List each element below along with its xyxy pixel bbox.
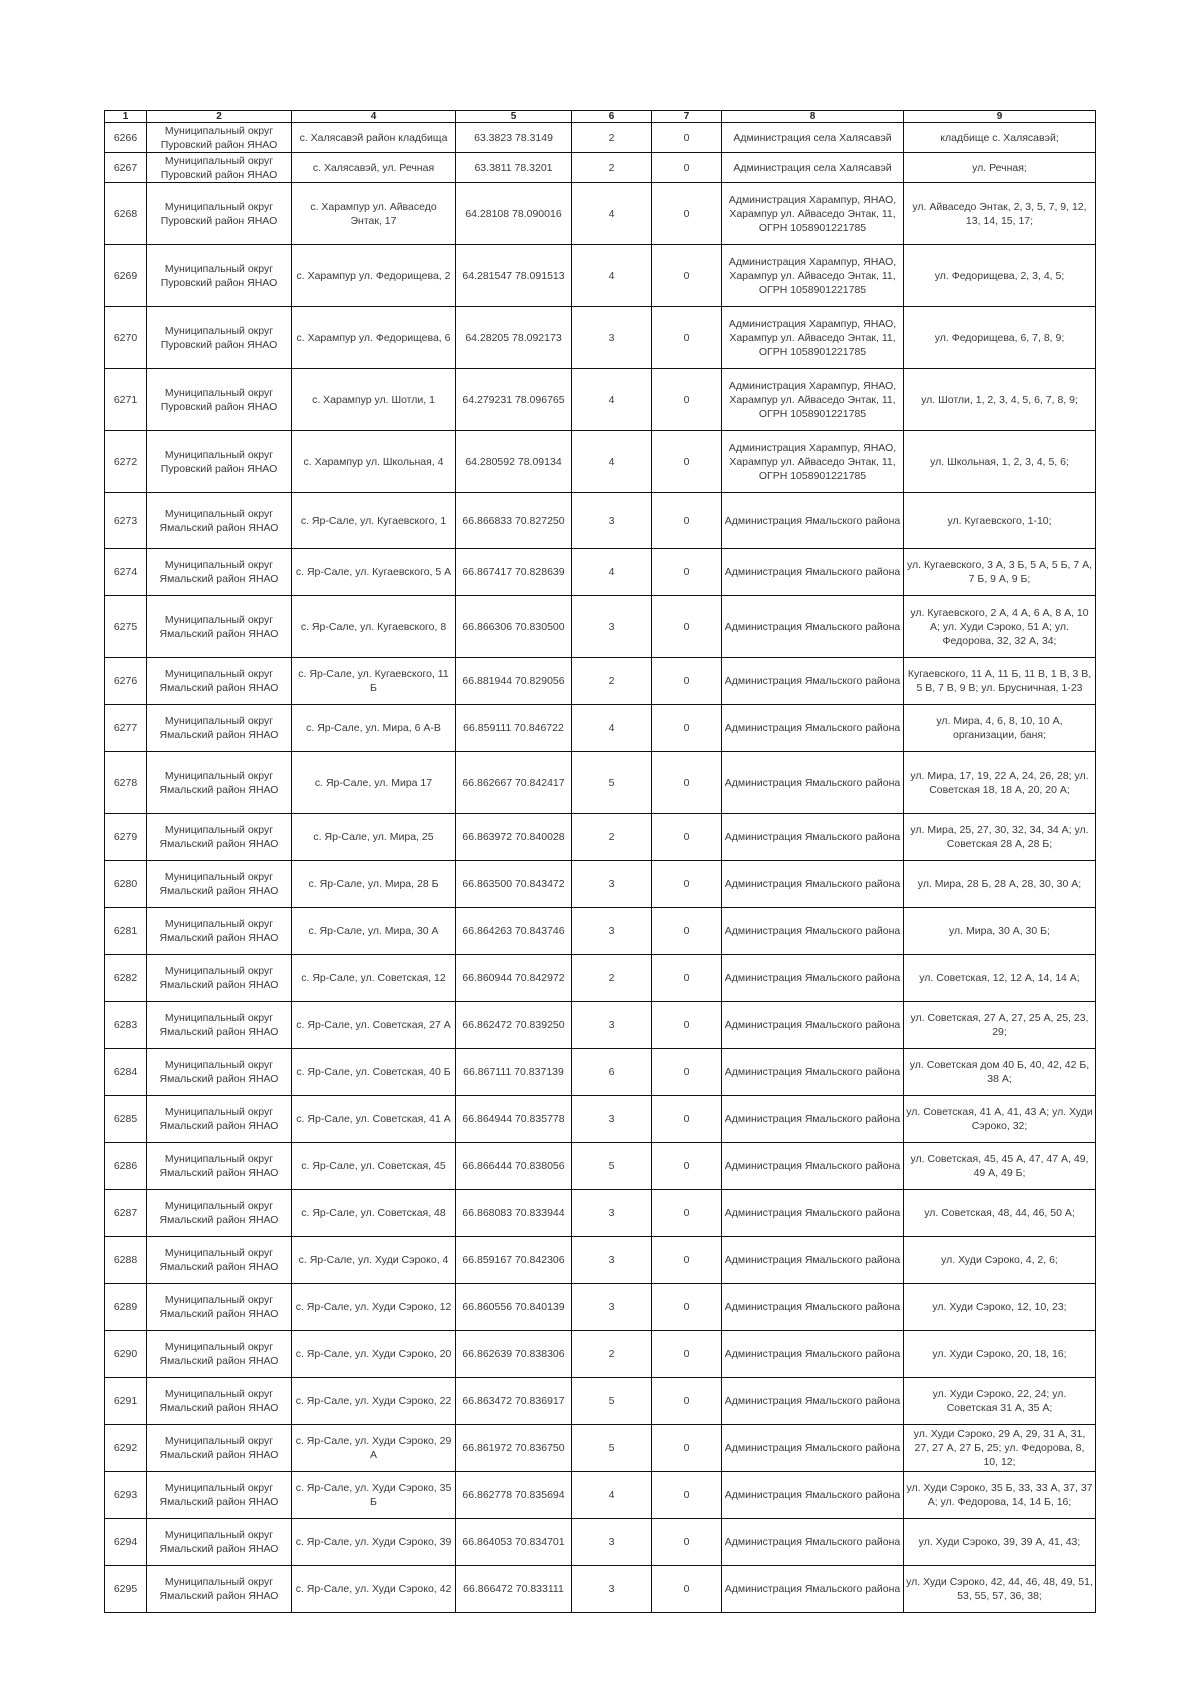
coordinates-cell: 64.279231 78.096765 [456,369,572,431]
col7-value: 0 [652,1143,722,1190]
owner-cell: Администрация Ямальского района [722,1049,904,1096]
col7-value: 0 [652,596,722,658]
coordinates-cell: 63.3811 78.3201 [456,153,572,183]
col7-value: 0 [652,908,722,955]
address-cell: с. Яр-Сале, ул. Советская, 41 А [292,1096,456,1143]
coordinates-cell: 66.862472 70.839250 [456,1002,572,1049]
owner-cell: Администрация Ямальского района [722,658,904,705]
coordinates-cell: 66.863500 70.843472 [456,861,572,908]
coordinates-cell: 66.866472 70.833111 [456,1566,572,1613]
address-cell: с. Яр-Сале, ул. Кугаевского, 5 А [292,549,456,596]
served-addresses-cell: ул. Мира, 4, 6, 8, 10, 10 А, организации, баня; [904,705,1096,752]
address-cell: с. Яр-Сале, ул. Худи Сэроко, 4 [292,1237,456,1284]
district-cell: Муниципальный округ Ямальский район ЯНАО [147,549,292,596]
owner-cell: Администрация села Халясавэй [722,153,904,183]
district-cell: Муниципальный округ Ямальский район ЯНАО [147,1237,292,1284]
col7-value: 0 [652,1190,722,1237]
district-cell: Муниципальный округ Ямальский район ЯНАО [147,955,292,1002]
col6-value: 4 [572,183,652,245]
address-cell: с. Харампур ул. Айваседо Энтак, 17 [292,183,456,245]
table-row [105,861,1096,908]
col-header-6: 6 [572,111,652,123]
col6-value: 2 [572,1331,652,1378]
served-addresses-cell: ул. Советская, 48, 44, 46, 50 А; [904,1190,1096,1237]
owner-cell: Администрация Ямальского района [722,1002,904,1049]
address-cell: с. Яр-Сале, ул. Худи Сэроко, 22 [292,1378,456,1425]
coordinates-cell: 63.3823 78.3149 [456,123,572,153]
served-addresses-cell: ул. Советская, 12, 12 А, 14, 14 А; [904,955,1096,1002]
address-cell: с. Яр-Сале, ул. Советская, 12 [292,955,456,1002]
address-cell: с. Яр-Сале, ул. Мира, 25 [292,814,456,861]
address-cell: с. Яр-Сале, ул. Мира, 6 А-В [292,705,456,752]
served-addresses-cell: ул. Речная; [904,153,1096,183]
col7-value: 0 [652,861,722,908]
row-number: 6273 [105,493,147,549]
coordinates-cell: 66.881944 70.829056 [456,658,572,705]
col7-value: 0 [652,955,722,1002]
district-cell: Муниципальный округ Ямальский район ЯНАО [147,1002,292,1049]
coordinates-cell: 66.866444 70.838056 [456,1143,572,1190]
owner-cell: Администрация Ямальского района [722,1143,904,1190]
served-addresses-cell: ул. Худи Сэроко, 20, 18, 16; [904,1331,1096,1378]
coordinates-cell: 66.866833 70.827250 [456,493,572,549]
address-cell: с. Яр-Сале, ул. Худи Сэроко, 42 [292,1566,456,1613]
col6-value: 4 [572,369,652,431]
address-cell: с. Яр-Сале, ул. Худи Сэроко, 29 А [292,1425,456,1472]
col6-value: 3 [572,861,652,908]
owner-cell: Администрация Ямальского района [722,752,904,814]
row-number: 6285 [105,1096,147,1143]
table-row [105,493,1096,549]
district-cell: Муниципальный округ Пуровский район ЯНАО [147,431,292,493]
row-number: 6282 [105,955,147,1002]
col6-value: 4 [572,245,652,307]
served-addresses-cell: ул. Айваседо Энтак, 2, 3, 5, 7, 9, 12, 13, 14, 15, 17; [904,183,1096,245]
owner-cell: Администрация Харампур, ЯНАО, Харампур ул. Айваседо Энтак, 11, ОГРН 1058901221785 [722,431,904,493]
owner-cell: Администрация Харампур, ЯНАО, Харампур ул. Айваседо Энтак, 11, ОГРН 1058901221785 [722,245,904,307]
coordinates-cell: 66.867417 70.828639 [456,549,572,596]
address-cell: с. Яр-Сале, ул. Худи Сэроко, 20 [292,1331,456,1378]
served-addresses-cell: ул. Худи Сэроко, 12, 10, 23; [904,1284,1096,1331]
col-header-2: 2 [147,111,292,123]
served-addresses-cell: ул. Советская, 41 А, 41, 43 А; ул. Худи Сэроко, 32; [904,1096,1096,1143]
table-row [105,1190,1096,1237]
row-number: 6294 [105,1519,147,1566]
coordinates-cell: 66.863972 70.840028 [456,814,572,861]
coordinates-cell: 66.863472 70.836917 [456,1378,572,1425]
table-row [105,1519,1096,1566]
district-cell: Муниципальный округ Ямальский район ЯНАО [147,1472,292,1519]
col6-value: 3 [572,908,652,955]
col7-value: 0 [652,1519,722,1566]
address-cell: с. Харампур ул. Шотли, 1 [292,369,456,431]
col6-value: 5 [572,1378,652,1425]
district-cell: Муниципальный округ Пуровский район ЯНАО [147,153,292,183]
district-cell: Муниципальный округ Ямальский район ЯНАО [147,1049,292,1096]
row-number: 6277 [105,705,147,752]
row-number: 6267 [105,153,147,183]
district-cell: Муниципальный округ Ямальский район ЯНАО [147,705,292,752]
owner-cell: Администрация Ямальского района [722,1378,904,1425]
col7-value: 0 [652,814,722,861]
col6-value: 5 [572,1143,652,1190]
coordinates-cell: 64.28205 78.092173 [456,307,572,369]
table-row [105,1002,1096,1049]
table-row [105,1566,1096,1613]
coordinates-cell: 64.280592 78.09134 [456,431,572,493]
served-addresses-cell: ул. Мира, 28 Б, 28 А, 28, 30, 30 А; [904,861,1096,908]
table-row [105,1237,1096,1284]
address-cell: с. Яр-Сале, ул. Советская, 48 [292,1190,456,1237]
col6-value: 3 [572,1190,652,1237]
coordinates-cell: 66.862778 70.835694 [456,1472,572,1519]
address-cell: с. Харампур ул. Школьная, 4 [292,431,456,493]
district-cell: Муниципальный округ Пуровский район ЯНАО [147,245,292,307]
coordinates-cell: 66.860944 70.842972 [456,955,572,1002]
table-row [105,123,1096,153]
col7-value: 0 [652,1284,722,1331]
col6-value: 4 [572,1472,652,1519]
address-cell: с. Яр-Сале, ул. Советская, 27 А [292,1002,456,1049]
col6-value: 3 [572,1237,652,1284]
row-number: 6274 [105,549,147,596]
col7-value: 0 [652,1096,722,1143]
table-row [105,1096,1096,1143]
row-number: 6286 [105,1143,147,1190]
coordinates-cell: 66.866306 70.830500 [456,596,572,658]
col-header-8: 8 [722,111,904,123]
address-cell: с. Яр-Сале, ул. Худи Сэроко, 35 Б [292,1472,456,1519]
district-cell: Муниципальный округ Ямальский район ЯНАО [147,908,292,955]
owner-cell: Администрация Ямальского района [722,814,904,861]
table-row [105,658,1096,705]
coordinates-cell: 66.860556 70.840139 [456,1284,572,1331]
col6-value: 3 [572,1002,652,1049]
col-header-7: 7 [652,111,722,123]
owner-cell: Администрация Ямальского района [722,549,904,596]
col6-value: 3 [572,596,652,658]
coordinates-cell: 66.867111 70.837139 [456,1049,572,1096]
served-addresses-cell: ул. Советская, 45, 45 А, 47, 47 А, 49, 49 А, 49 Б; [904,1143,1096,1190]
address-cell: с. Яр-Сале, ул. Худи Сэроко, 12 [292,1284,456,1331]
served-addresses-cell: ул. Кугаевского, 2 А, 4 А, 6 А, 8 А, 10 А; ул. Худи Сэроко, 51 А; ул. Федорова, 32, 32 А, 34; [904,596,1096,658]
owner-cell: Администрация Ямальского района [722,705,904,752]
table-row [105,752,1096,814]
served-addresses-cell: ул. Мира, 30 А, 30 Б; [904,908,1096,955]
served-addresses-cell: ул. Школьная, 1, 2, 3, 4, 5, 6; [904,431,1096,493]
table-row [105,1284,1096,1331]
col6-value: 3 [572,1519,652,1566]
district-cell: Муниципальный округ Ямальский район ЯНАО [147,1378,292,1425]
address-cell: с. Яр-Сале, ул. Кугаевского, 11 Б [292,658,456,705]
col7-value: 0 [652,493,722,549]
district-cell: Муниципальный округ Пуровский район ЯНАО [147,123,292,153]
row-number: 6276 [105,658,147,705]
owner-cell: Администрация Ямальского района [722,596,904,658]
district-cell: Муниципальный округ Пуровский район ЯНАО [147,307,292,369]
served-addresses-cell: ул. Худи Сэроко, 35 Б, 33, 33 А, 37, 37 А; ул. Федорова, 14, 14 Б, 16; [904,1472,1096,1519]
address-cell: с. Харампур ул. Федорищева, 6 [292,307,456,369]
row-number: 6268 [105,183,147,245]
served-addresses-cell: ул. Советская, 27 А, 27, 25 А, 25, 23, 29; [904,1002,1096,1049]
coordinates-cell: 66.859167 70.842306 [456,1237,572,1284]
coordinates-cell: 66.862639 70.838306 [456,1331,572,1378]
district-cell: Муниципальный округ Ямальский район ЯНАО [147,1143,292,1190]
owner-cell: Администрация Ямальского района [722,493,904,549]
table-body [105,123,1096,1613]
col6-value: 4 [572,705,652,752]
owner-cell: Администрация Ямальского района [722,1096,904,1143]
row-number: 6283 [105,1002,147,1049]
served-addresses-cell: ул. Федорищева, 2, 3, 4, 5; [904,245,1096,307]
table-row [105,1378,1096,1425]
col6-value: 5 [572,752,652,814]
col6-value: 4 [572,549,652,596]
table-row [105,1472,1096,1519]
owner-cell: Администрация Ямальского района [722,1237,904,1284]
district-cell: Муниципальный округ Ямальский район ЯНАО [147,493,292,549]
row-number: 6288 [105,1237,147,1284]
registry-table [104,110,1096,1613]
owner-cell: Администрация Ямальского района [722,1566,904,1613]
col6-value: 2 [572,814,652,861]
col7-value: 0 [652,658,722,705]
served-addresses-cell: ул. Худи Сэроко, 22, 24; ул. Советская 31 А, 35 А; [904,1378,1096,1425]
address-cell: с. Яр-Сале, ул. Кугаевского, 8 [292,596,456,658]
col7-value: 0 [652,705,722,752]
table-row [105,549,1096,596]
coordinates-cell: 66.864053 70.834701 [456,1519,572,1566]
coordinates-cell: 66.859111 70.846722 [456,705,572,752]
col7-value: 0 [652,1002,722,1049]
address-cell: с. Халясавэй, ул. Речная [292,153,456,183]
served-addresses-cell: кладбище с. Халясавэй; [904,123,1096,153]
owner-cell: Администрация Ямальского района [722,1331,904,1378]
district-cell: Муниципальный округ Ямальский район ЯНАО [147,1566,292,1613]
col7-value: 0 [652,183,722,245]
district-cell: Муниципальный округ Ямальский район ЯНАО [147,1284,292,1331]
table-row [105,705,1096,752]
table-row [105,153,1096,183]
district-cell: Муниципальный округ Ямальский район ЯНАО [147,596,292,658]
header-row [105,111,1096,123]
col7-value: 0 [652,1049,722,1096]
served-addresses-cell: ул. Худи Сэроко, 42, 44, 46, 48, 49, 51, 53, 55, 57, 36, 38; [904,1566,1096,1613]
table-row [105,307,1096,369]
owner-cell: Администрация Ямальского района [722,1425,904,1472]
table-row [105,431,1096,493]
district-cell: Муниципальный округ Ямальский район ЯНАО [147,752,292,814]
district-cell: Муниципальный округ Ямальский район ЯНАО [147,1190,292,1237]
address-cell: с. Яр-Сале, ул. Мира, 30 А [292,908,456,955]
coordinates-cell: 64.281547 78.091513 [456,245,572,307]
col7-value: 0 [652,307,722,369]
row-number: 6279 [105,814,147,861]
table-row [105,1331,1096,1378]
col7-value: 0 [652,245,722,307]
col7-value: 0 [652,1331,722,1378]
address-cell: с. Яр-Сале, ул. Мира, 28 Б [292,861,456,908]
district-cell: Муниципальный округ Ямальский район ЯНАО [147,658,292,705]
row-number: 6295 [105,1566,147,1613]
col6-value: 2 [572,123,652,153]
served-addresses-cell: ул. Худи Сэроко, 29 А, 29, 31 А, 31, 27, 27 А, 27 Б, 25; ул. Федорова, 8, 10, 12; [904,1425,1096,1472]
col6-value: 2 [572,153,652,183]
served-addresses-cell: ул. Федорищева, 6, 7, 8, 9; [904,307,1096,369]
owner-cell: Администрация села Халясавэй [722,123,904,153]
served-addresses-cell: ул. Советская дом 40 Б, 40, 42, 42 Б, 38 А; [904,1049,1096,1096]
district-cell: Муниципальный округ Ямальский район ЯНАО [147,1096,292,1143]
owner-cell: Администрация Ямальского района [722,861,904,908]
table-row [105,183,1096,245]
col6-value: 3 [572,1566,652,1613]
col7-value: 0 [652,123,722,153]
coordinates-cell: 66.864263 70.843746 [456,908,572,955]
table-row [105,814,1096,861]
coordinates-cell: 64.28108 78.090016 [456,183,572,245]
row-number: 6275 [105,596,147,658]
col7-value: 0 [652,1566,722,1613]
col7-value: 0 [652,1237,722,1284]
col6-value: 6 [572,1049,652,1096]
served-addresses-cell: ул. Мира, 25, 27, 30, 32, 34, 34 А; ул. Советская 28 А, 28 Б; [904,814,1096,861]
district-cell: Муниципальный округ Пуровский район ЯНАО [147,369,292,431]
col-header-4: 4 [292,111,456,123]
col6-value: 2 [572,955,652,1002]
table-row [105,1425,1096,1472]
served-addresses-cell: ул. Кугаевского, 1-10; [904,493,1096,549]
col-header-5: 5 [456,111,572,123]
coordinates-cell: 66.861972 70.836750 [456,1425,572,1472]
col6-value: 3 [572,307,652,369]
owner-cell: Администрация Харампур, ЯНАО, Харампур ул. Айваседо Энтак, 11, ОГРН 1058901221785 [722,183,904,245]
address-cell: с. Яр-Сале, ул. Худи Сэроко, 39 [292,1519,456,1566]
table-row [105,955,1096,1002]
served-addresses-cell: ул. Шотли, 1, 2, 3, 4, 5, 6, 7, 8, 9; [904,369,1096,431]
col6-value: 3 [572,1284,652,1331]
district-cell: Муниципальный округ Пуровский район ЯНАО [147,183,292,245]
owner-cell: Администрация Ямальского района [722,1519,904,1566]
table-row [105,1143,1096,1190]
row-number: 6280 [105,861,147,908]
owner-cell: Администрация Харампур, ЯНАО, Харампур ул. Айваседо Энтак, 11, ОГРН 1058901221785 [722,369,904,431]
address-cell: с. Яр-Сале, ул. Кугаевского, 1 [292,493,456,549]
row-number: 6289 [105,1284,147,1331]
served-addresses-cell: ул. Кугаевского, 3 А, 3 Б, 5 А, 5 Б, 7 А, 7 Б, 9 А, 9 Б; [904,549,1096,596]
address-cell: с. Харампур ул. Федорищева, 2 [292,245,456,307]
address-cell: с. Яр-Сале, ул. Мира 17 [292,752,456,814]
row-number: 6284 [105,1049,147,1096]
col7-value: 0 [652,549,722,596]
district-cell: Муниципальный округ Ямальский район ЯНАО [147,1519,292,1566]
col6-value: 2 [572,658,652,705]
row-number: 6293 [105,1472,147,1519]
col6-value: 5 [572,1425,652,1472]
row-number: 6287 [105,1190,147,1237]
owner-cell: Администрация Ямальского района [722,1190,904,1237]
district-cell: Муниципальный округ Ямальский район ЯНАО [147,814,292,861]
row-number: 6292 [105,1425,147,1472]
row-number: 6281 [105,908,147,955]
row-number: 6271 [105,369,147,431]
address-cell: с. Яр-Сале, ул. Советская, 40 Б [292,1049,456,1096]
row-number: 6272 [105,431,147,493]
row-number: 6266 [105,123,147,153]
row-number: 6291 [105,1378,147,1425]
col6-value: 3 [572,1096,652,1143]
col7-value: 0 [652,1472,722,1519]
col6-value: 3 [572,493,652,549]
district-cell: Муниципальный округ Ямальский район ЯНАО [147,1425,292,1472]
owner-cell: Администрация Ямальского района [722,1284,904,1331]
row-number: 6270 [105,307,147,369]
served-addresses-cell: ул. Мира, 17, 19, 22 А, 24, 26, 28; ул. Советская 18, 18 А, 20, 20 А; [904,752,1096,814]
table-row [105,908,1096,955]
col7-value: 0 [652,1378,722,1425]
table-row [105,245,1096,307]
col-header-1: 1 [105,111,147,123]
row-number: 6278 [105,752,147,814]
served-addresses-cell: ул. Худи Сэроко, 39, 39 А, 41, 43; [904,1519,1096,1566]
coordinates-cell: 66.864944 70.835778 [456,1096,572,1143]
district-cell: Муниципальный округ Ямальский район ЯНАО [147,1331,292,1378]
col7-value: 0 [652,153,722,183]
owner-cell: Администрация Ямальского района [722,955,904,1002]
owner-cell: Администрация Ямальского района [722,1472,904,1519]
row-number: 6269 [105,245,147,307]
table-row [105,1049,1096,1096]
col7-value: 0 [652,369,722,431]
owner-cell: Администрация Ямальского района [722,908,904,955]
coordinates-cell: 66.868083 70.833944 [456,1190,572,1237]
table-row [105,596,1096,658]
col-header-9: 9 [904,111,1096,123]
col7-value: 0 [652,431,722,493]
address-cell: с. Яр-Сале, ул. Советская, 45 [292,1143,456,1190]
served-addresses-cell: Кугаевского, 11 А, 11 Б, 11 В, 1 В, 3 В, 5 В, 7 В, 9 В; ул. Брусничная, 1-23 [904,658,1096,705]
col7-value: 0 [652,752,722,814]
served-addresses-cell: ул. Худи Сэроко, 4, 2, 6; [904,1237,1096,1284]
coordinates-cell: 66.862667 70.842417 [456,752,572,814]
district-cell: Муниципальный округ Ямальский район ЯНАО [147,861,292,908]
col7-value: 0 [652,1425,722,1472]
table-row [105,369,1096,431]
row-number: 6290 [105,1331,147,1378]
owner-cell: Администрация Харампур, ЯНАО, Харампур ул. Айваседо Энтак, 11, ОГРН 1058901221785 [722,307,904,369]
address-cell: с. Халясавэй район кладбища [292,123,456,153]
col6-value: 4 [572,431,652,493]
